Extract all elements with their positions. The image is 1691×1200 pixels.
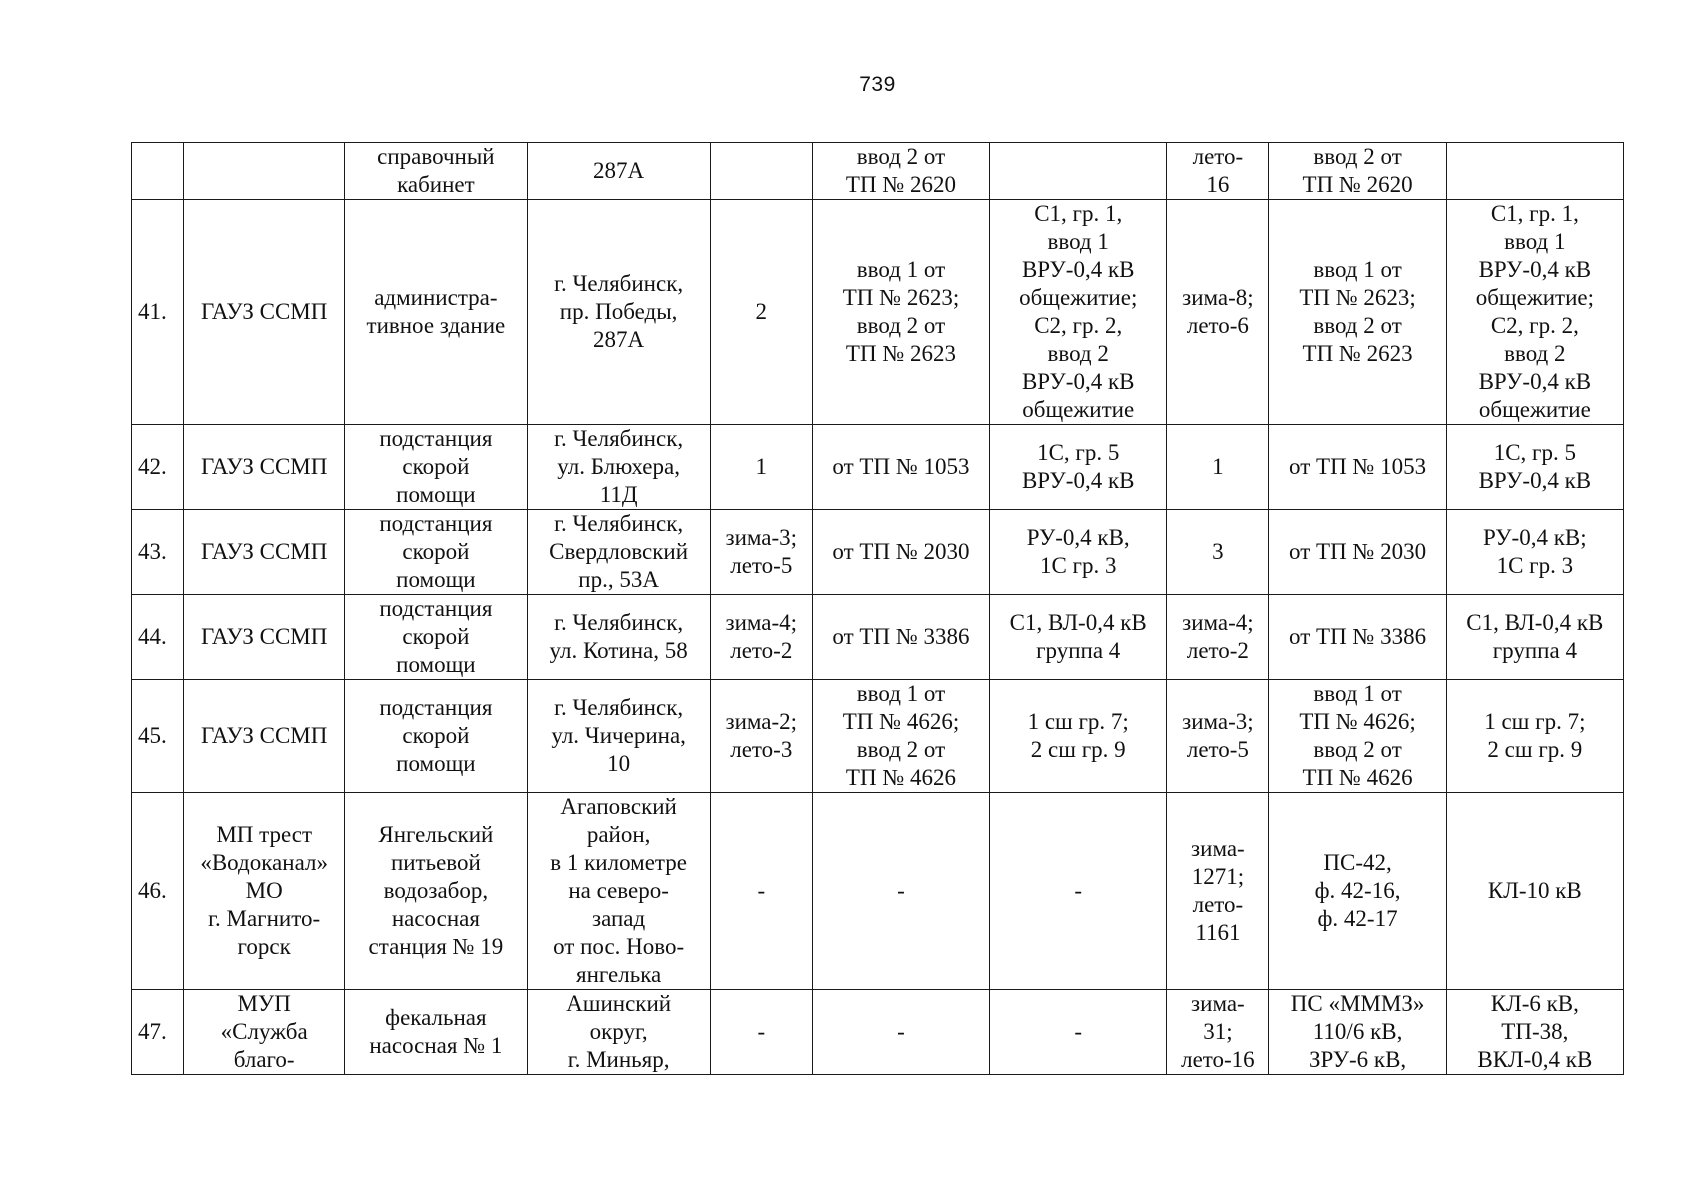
cell-line: 1 сш гр. 7; — [1027, 709, 1129, 734]
cell-line: ТП № 2623 — [1302, 341, 1413, 366]
cell-organization — [184, 680, 345, 793]
cell-number: 45. — [132, 680, 184, 793]
cell-connection-point-2 — [1446, 793, 1623, 990]
cell-line: ввод 1 от — [1313, 681, 1402, 706]
cell-address — [527, 200, 710, 425]
cell-line: С2, гр. 2, — [1490, 313, 1579, 338]
cell-line: ул. Блюхера, — [557, 454, 680, 479]
cell-connection-point — [990, 595, 1167, 680]
cell-line: кабинет — [397, 172, 475, 197]
cell-line: лето-2 — [730, 638, 793, 663]
cell-line: горск — [237, 934, 291, 959]
cell-line: 1161 — [1195, 920, 1241, 945]
cell-category — [710, 595, 812, 680]
cell-object — [345, 143, 527, 200]
cell-object — [345, 510, 527, 595]
cell-line: район, — [586, 822, 651, 847]
cell-organization — [184, 990, 345, 1075]
cell-address — [527, 793, 710, 990]
cell-connection-point — [990, 680, 1167, 793]
cell-line: ТП № 2620 — [1302, 172, 1413, 197]
cell-line: лето-5 — [1186, 737, 1249, 762]
cell-line: справочный — [377, 144, 495, 169]
cell-line: ПС «МММЗ» — [1290, 991, 1425, 1016]
page-number: 739 — [859, 73, 896, 96]
cell-line: ввод 2 — [1047, 341, 1109, 366]
cell-line: ВРУ-0,4 кВ — [1478, 468, 1592, 493]
cell-line: ввод 1 — [1047, 229, 1109, 254]
cell-line: ввод 2 от — [1313, 313, 1402, 338]
cell-line: ГАУЗ ССМП — [200, 624, 328, 649]
cell-line: ВКЛ-0,4 кВ — [1477, 1047, 1593, 1072]
cell-supply-source-2 — [1269, 425, 1446, 510]
cell-line: янгелька — [576, 962, 662, 987]
cell-line: водозабор, — [383, 878, 489, 903]
cell-object — [345, 200, 527, 425]
cell-category — [710, 143, 812, 200]
cell-connection-point-2 — [1446, 425, 1623, 510]
cell-line: 110/6 кВ, — [1312, 1019, 1403, 1044]
cell-category — [710, 793, 812, 990]
cell-line: РУ-0,4 кВ, — [1026, 525, 1130, 550]
cell-category — [710, 510, 812, 595]
cell-line: лето-5 — [730, 553, 793, 578]
cell-line: ТП № 4626 — [845, 765, 957, 790]
cell-connection-point-2 — [1446, 143, 1623, 200]
cell-line: ВРУ-0,4 кВ — [1021, 369, 1135, 394]
cell-organization — [184, 595, 345, 680]
cell-power — [1167, 200, 1269, 425]
cell-connection-point-2 — [1446, 510, 1623, 595]
cell-line: от пос. Ново- — [553, 934, 685, 959]
cell-line: зима-4; — [1182, 610, 1254, 635]
cell-number: 41. — [132, 200, 184, 425]
cell-line: ввод 2 от — [856, 144, 946, 169]
cell-address — [527, 990, 710, 1075]
cell-line: общежитие; — [1019, 285, 1138, 310]
cell-line: ВРУ-0,4 кВ — [1021, 468, 1135, 493]
cell-line: - — [757, 1019, 766, 1044]
cell-connection-point — [990, 793, 1167, 990]
cell-line: запад — [592, 906, 646, 931]
cell-line: от ТП № 2030 — [832, 539, 970, 564]
cell-line: ГАУЗ ССМП — [200, 299, 328, 324]
cell-connection-point-2 — [1446, 200, 1623, 425]
cell-line: 11Д — [599, 482, 638, 507]
cell-line: ввод 2 от — [1313, 737, 1402, 762]
cell-supply-source — [812, 510, 989, 595]
cell-supply-source — [812, 425, 989, 510]
cell-line: г. Челябинск, — [554, 610, 684, 635]
cell-line: общежитие — [1478, 397, 1591, 422]
cell-line: МО — [245, 878, 283, 903]
cell-line: - — [757, 878, 766, 903]
cell-line: ГАУЗ ССМП — [200, 539, 328, 564]
cell-number — [132, 143, 184, 200]
cell-line: ТП № 4626 — [1302, 765, 1413, 790]
cell-supply-source — [812, 793, 989, 990]
cell-line: ГАУЗ ССМП — [200, 723, 328, 748]
cell-supply-source — [812, 200, 989, 425]
table-row — [132, 510, 1624, 595]
table-row — [132, 425, 1624, 510]
cell-supply-source — [812, 680, 989, 793]
cell-line: зима-3; — [1182, 709, 1254, 734]
cell-line: ввод 2 от — [856, 313, 946, 338]
cell-line: зима-4; — [725, 610, 798, 635]
cell-supply-source-2 — [1269, 680, 1446, 793]
cell-line: - — [1074, 1019, 1083, 1044]
cell-line: г. Челябинск, — [554, 695, 684, 720]
cell-line: С1, ВЛ-0,4 кВ — [1009, 610, 1147, 635]
cell-line: - — [1074, 878, 1083, 903]
cell-line: общежитие; — [1475, 285, 1594, 310]
table-row — [132, 595, 1624, 680]
cell-line: РУ-0,4 кВ; — [1483, 525, 1587, 550]
cell-address — [527, 595, 710, 680]
cell-line: С1, гр. 1, — [1034, 201, 1123, 226]
cell-line: от ТП № 2030 — [1289, 539, 1427, 564]
cell-line: от ТП № 1053 — [1289, 454, 1427, 479]
cell-line: зима- — [1191, 836, 1245, 861]
cell-organization — [184, 510, 345, 595]
cell-line: ф. 42-16, — [1314, 878, 1401, 903]
cell-line: 3 — [1212, 539, 1224, 564]
cell-line: зима- — [1191, 991, 1245, 1016]
cell-line: скорой — [402, 454, 470, 479]
cell-line: 1 — [1212, 454, 1224, 479]
cell-power — [1167, 793, 1269, 990]
cell-line: ввод 1 от — [1313, 257, 1402, 282]
cell-line: лето-16 — [1181, 1047, 1255, 1072]
cell-line: округ, — [589, 1019, 648, 1044]
cell-line: подстанция — [379, 596, 493, 621]
cell-power — [1167, 680, 1269, 793]
cell-supply-source-2 — [1269, 510, 1446, 595]
cell-supply-source-2 — [1269, 990, 1446, 1075]
cell-line: ТП № 2623; — [842, 285, 960, 310]
cell-line: ТП № 2623 — [845, 341, 957, 366]
cell-line: лето-3 — [730, 737, 793, 762]
cell-connection-point-2 — [1446, 595, 1623, 680]
cell-line: помощи — [396, 482, 476, 507]
cell-line: подстанция — [379, 695, 493, 720]
cell-line: КЛ-10 кВ — [1487, 878, 1582, 903]
cell-line: ВРУ-0,4 кВ — [1021, 257, 1135, 282]
cell-number: 47. — [132, 990, 184, 1075]
cell-line: г. Челябинск, — [554, 426, 684, 451]
cell-line: С1, ВЛ-0,4 кВ — [1466, 610, 1604, 635]
cell-line: г. Миньяр, — [567, 1047, 670, 1072]
cell-power — [1167, 595, 1269, 680]
cell-line: МП трест — [216, 822, 312, 847]
cell-address — [527, 143, 710, 200]
cell-line: ГАУЗ ССМП — [200, 454, 328, 479]
cell-category — [710, 425, 812, 510]
cell-line: лето- — [1192, 892, 1244, 917]
cell-line: скорой — [402, 624, 470, 649]
cell-line: в 1 километре — [550, 850, 687, 875]
cell-connection-point — [990, 510, 1167, 595]
cell-line: помощи — [396, 652, 476, 677]
cell-line: 1С гр. 3 — [1039, 553, 1117, 578]
cell-connection-point — [990, 143, 1167, 200]
cell-object — [345, 425, 527, 510]
cell-supply-source — [812, 990, 989, 1075]
cell-line: Ашинский — [566, 991, 672, 1016]
cell-number: 44. — [132, 595, 184, 680]
cell-line: насосная № 1 — [369, 1033, 503, 1058]
cell-connection-point-2 — [1446, 990, 1623, 1075]
cell-line: 1С, гр. 5 — [1493, 440, 1576, 465]
cell-line: ЗРУ-6 кВ, — [1308, 1047, 1407, 1072]
cell-line: 1 — [755, 454, 768, 479]
cell-line: ввод 1 от — [856, 681, 946, 706]
cell-address — [527, 510, 710, 595]
cell-power — [1167, 510, 1269, 595]
cell-connection-point — [990, 425, 1167, 510]
cell-line: 1271; — [1191, 864, 1245, 889]
cell-address — [527, 680, 710, 793]
cell-connection-point-2 — [1446, 680, 1623, 793]
cell-object — [345, 595, 527, 680]
cell-line: группа 4 — [1492, 638, 1577, 663]
cell-line: 16 — [1206, 172, 1230, 197]
cell-organization — [184, 143, 345, 200]
cell-line: зима-8; — [1182, 285, 1254, 310]
cell-line: от ТП № 3386 — [832, 624, 970, 649]
table-row — [132, 143, 1624, 200]
cell-line: ф. 42-17 — [1317, 906, 1398, 931]
cell-object — [345, 680, 527, 793]
cell-line: МУП — [237, 991, 291, 1016]
cell-line: пр., 53А — [578, 567, 659, 592]
cell-line: лето- — [1192, 144, 1244, 169]
cell-line: лето-2 — [1186, 638, 1249, 663]
cell-supply-source — [812, 143, 989, 200]
cell-line: г. Магнито- — [208, 906, 321, 931]
cell-number: 43. — [132, 510, 184, 595]
cell-line: тивное здание — [366, 313, 506, 338]
cell-line: ТП № 2620 — [845, 172, 957, 197]
table-row — [132, 200, 1624, 425]
cell-power — [1167, 425, 1269, 510]
cell-line: «Служба — [220, 1019, 308, 1044]
cell-line: общежитие — [1022, 397, 1135, 422]
cell-category — [710, 200, 812, 425]
cell-line: 2 сш гр. 9 — [1030, 737, 1126, 762]
cell-line: 1С гр. 3 — [1496, 553, 1574, 578]
cell-power — [1167, 990, 1269, 1075]
cell-object — [345, 793, 527, 990]
cell-line: от ТП № 1053 — [832, 454, 970, 479]
cell-line: помощи — [396, 567, 476, 592]
cell-connection-point — [990, 200, 1167, 425]
cell-line: группа 4 — [1036, 638, 1121, 663]
cell-line: станция № 19 — [368, 934, 504, 959]
cell-line: С1, гр. 1, — [1490, 201, 1579, 226]
cell-line: от ТП № 3386 — [1289, 624, 1427, 649]
cell-object — [345, 990, 527, 1075]
table-body — [132, 143, 1624, 1075]
cell-line: 287А — [593, 158, 645, 183]
cell-line: ввод 2 от — [1313, 144, 1402, 169]
cell-address — [527, 425, 710, 510]
cell-line: 2 — [755, 299, 768, 324]
table-row — [132, 793, 1624, 990]
cell-line: 2 сш гр. 9 — [1487, 737, 1583, 762]
cell-line: администра- — [374, 285, 498, 310]
cell-organization — [184, 425, 345, 510]
cell-supply-source-2 — [1269, 200, 1446, 425]
cell-line: ТП № 4626; — [1299, 709, 1416, 734]
table-row — [132, 680, 1624, 793]
supply-table — [131, 142, 1624, 1075]
cell-line: 287А — [593, 327, 645, 352]
cell-line: ПС-42, — [1323, 850, 1392, 875]
cell-line: Янгельский — [378, 822, 494, 847]
cell-line: КЛ-6 кВ, — [1490, 991, 1579, 1016]
cell-line: скорой — [402, 723, 470, 748]
cell-line: ТП № 2623; — [1299, 285, 1416, 310]
cell-supply-source-2 — [1269, 595, 1446, 680]
cell-line: - — [897, 1019, 905, 1044]
cell-number: 42. — [132, 425, 184, 510]
cell-line: ввод 1 от — [856, 257, 946, 282]
cell-line: ввод 2 от — [856, 737, 946, 762]
cell-line: ул. Котина, 58 — [549, 638, 688, 663]
cell-line: благо- — [233, 1047, 295, 1072]
cell-line: ТП № 4626; — [842, 709, 960, 734]
cell-line: Агаповский — [560, 794, 677, 819]
cell-line: - — [897, 878, 905, 903]
cell-line: ввод 1 — [1504, 229, 1566, 254]
cell-line: ул. Чичерина, — [551, 723, 686, 748]
cell-line: пр. Победы, — [559, 299, 678, 324]
cell-line: г. Челябинск, — [554, 271, 684, 296]
cell-line: помощи — [396, 751, 476, 776]
cell-line: насосная — [391, 906, 480, 931]
cell-line: ввод 2 — [1504, 341, 1566, 366]
cell-organization — [184, 793, 345, 990]
cell-line: лето-6 — [1186, 313, 1249, 338]
cell-line: Свердловский — [549, 539, 689, 564]
cell-line: зима-2; — [725, 709, 798, 734]
cell-line: ВРУ-0,4 кВ — [1478, 369, 1592, 394]
cell-organization — [184, 200, 345, 425]
cell-line: подстанция — [379, 511, 493, 536]
cell-line: подстанция — [379, 426, 493, 451]
cell-line: 1С, гр. 5 — [1037, 440, 1120, 465]
cell-connection-point — [990, 990, 1167, 1075]
cell-line: 10 — [607, 751, 631, 776]
cell-line: на северо- — [568, 878, 669, 903]
table-row — [132, 990, 1624, 1075]
cell-supply-source-2 — [1269, 143, 1446, 200]
cell-line: скорой — [402, 539, 470, 564]
cell-line: «Водоканал» — [200, 850, 328, 875]
cell-line: г. Челябинск, — [554, 511, 684, 536]
cell-line: 31; — [1203, 1019, 1233, 1044]
cell-line: ТП-38, — [1501, 1019, 1569, 1044]
cell-line: 1 сш гр. 7; — [1484, 709, 1586, 734]
cell-line: питьевой — [390, 850, 481, 875]
cell-line: С2, гр. 2, — [1034, 313, 1123, 338]
cell-category — [710, 680, 812, 793]
cell-line: фекальная — [385, 1005, 487, 1030]
cell-category — [710, 990, 812, 1075]
cell-line: зима-3; — [725, 525, 798, 550]
cell-power — [1167, 143, 1269, 200]
cell-supply-source — [812, 595, 989, 680]
cell-line: ВРУ-0,4 кВ — [1478, 257, 1592, 282]
cell-number: 46. — [132, 793, 184, 990]
cell-supply-source-2 — [1269, 793, 1446, 990]
